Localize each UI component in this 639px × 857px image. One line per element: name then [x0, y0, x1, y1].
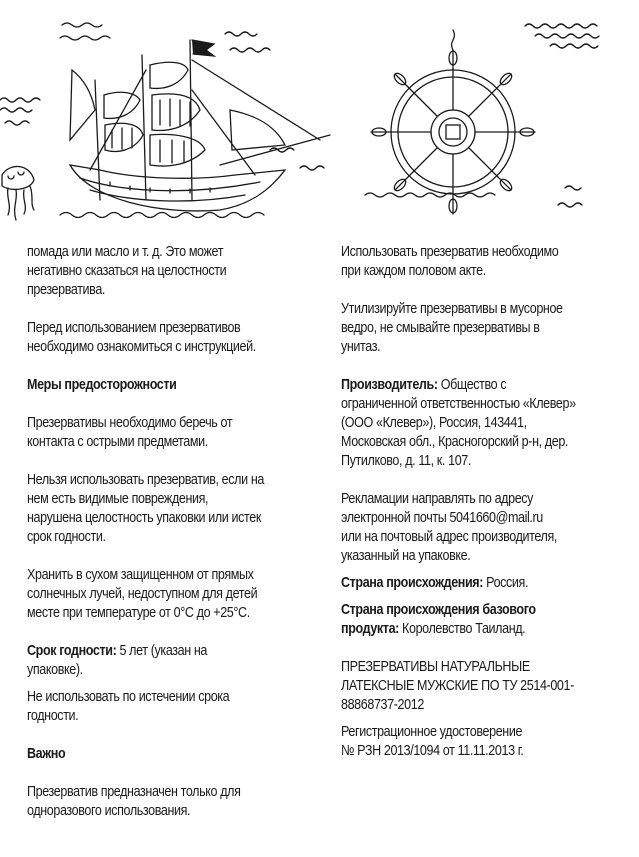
left-paragraph-4: Нельзя использовать презерватив, если на нем есть видимые повреждения, нарушена целостность упаковки или истек срок годности. [27, 472, 264, 545]
shelf-life [27, 642, 311, 680]
origin-text: Россия. [483, 575, 529, 591]
registration-certificate: Регистрационное удостоверение № РЗН 2013/1094 от 11.11.2013 г. [341, 724, 524, 759]
left-paragraph-3: Презервативы необходимо беречь от контакта с острыми предметами. [27, 415, 233, 450]
left-paragraph-7: Презерватив предназначен только для одноразового использования. [27, 784, 241, 819]
left-paragraph-1: помада или масло и т. д. Это может негативно сказаться на целостности презерватива. [27, 244, 227, 298]
left-paragraph-5: Хранить в сухом защищенном от прямых солнечных лучей, недоступном для детей месте при температуре от 0°С до +25°С. [27, 567, 258, 621]
left-paragraph-2: Перед использованием презервативов необходимо ознакомиться с инструкцией. [27, 320, 256, 355]
manufacturer-text: Общество с ограниченной ответственностью «Клевер» (ООО «Клевер»), Россия, 143441, Московская обл., Красногорский р-н, дер. Путилково, д. 11, к. 107. [341, 377, 576, 469]
manufacturer [341, 376, 633, 471]
base-origin-text: Королевство Таиланд. [398, 621, 526, 637]
right-paragraph-1: Использовать презерватив необходимо при каждом половом акте. [341, 244, 559, 279]
right-paragraph-2: Утилизируйте презервативы в мусорное ведро, не смывайте презервативы в унитаз. [341, 301, 563, 355]
shelf-life-text: 5 лет (указан на упаковке). [27, 643, 208, 678]
shelf-life-label: Срок годности: [27, 643, 117, 659]
right-column [341, 243, 633, 761]
manufacturer-label: Производитель: [341, 377, 438, 393]
ship-wheel-illustration [360, 0, 639, 235]
precautions-heading: Меры предосторожности [27, 377, 177, 393]
product-name: ПРЕЗЕРВАТИВЫ НАТУРАЛЬНЫЕ ЛАТЕКСНЫЕ МУЖСКИЕ ПО ТУ 2514-001- 88868737-2012 [341, 659, 574, 713]
base-origin-label: Страна происхождения базового продукта: [341, 602, 536, 637]
base-product-origin [341, 601, 633, 639]
right-paragraph-3: Рекламации направлять по адресу электронной почты 5041660@mail.ru или на почтовый адрес производителя, указанный на упаковке. [341, 491, 558, 564]
important-heading: Важно [27, 746, 66, 762]
left-column [27, 243, 311, 821]
origin-label: Страна происхождения: [341, 575, 484, 591]
country-of-origin [341, 574, 633, 593]
left-paragraph-6: Не использовать по истечении срока годности. [27, 689, 230, 724]
sailing-ship-illustration [0, 0, 340, 235]
